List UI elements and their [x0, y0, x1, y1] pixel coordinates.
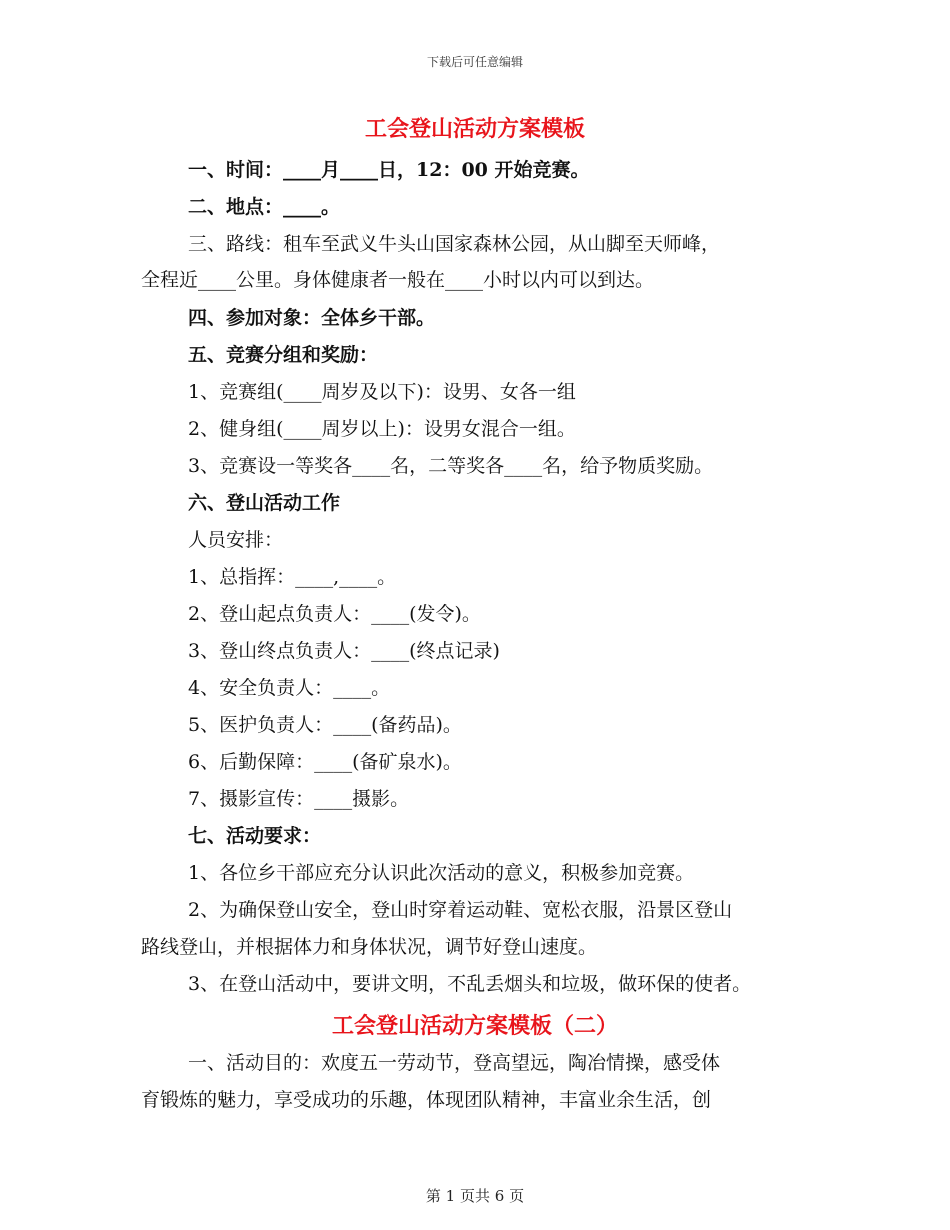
document-title: 工会登山活动方案模板: [364, 116, 585, 142]
group-item-2: 2、健身组(____周岁以上)：设男女混合一组。: [188, 418, 576, 440]
purpose-line1: 一、活动目的：欢度五一劳动节，登高望远，陶冶情操，感受体: [188, 1052, 721, 1074]
staff-item-6: 6、后勤保障：____(备矿泉水)。: [188, 751, 462, 773]
staff-item-1: 1、总指挥：____,____。: [188, 566, 397, 588]
section-time: 一、时间：____月____日，12：00 开始竞赛。: [188, 159, 590, 181]
staff-item-5: 5、医护负责人：____(备药品)。: [188, 714, 462, 736]
page-header-note: 下载后可任意编辑: [426, 55, 523, 69]
staff-heading: 人员安排：: [188, 529, 284, 551]
group-item-1: 1、竞赛组(____周岁及以下)：设男、女各一组: [188, 381, 576, 403]
section-participants: 四、参加对象：全体乡干部。: [188, 307, 436, 329]
section-requirements: 七、活动要求：: [188, 825, 322, 847]
group-item-3: 3、竞赛设一等奖各____名，二等奖各____名，给予物质奖励。: [188, 455, 714, 477]
section-route-line2: 全程近____公里。身体健康者一般在____小时以内可以到达。: [141, 269, 655, 291]
staff-item-7: 7、摄影宣传：____摄影。: [188, 788, 410, 810]
section-groups-awards: 五、竞赛分组和奖励：: [188, 344, 379, 366]
section-route-line1: 三、路线：租车至武义牛头山国家森林公园，从山脚至天师峰，: [188, 233, 721, 255]
requirement-item-2-line1: 2、为确保登山安全，登山时穿着运动鞋、宽松衣服，沿景区登山: [188, 899, 733, 921]
section-place: 二、地点：____。: [188, 196, 341, 218]
requirement-item-1: 1、各位乡干部应充分认识此次活动的意义，积极参加竞赛。: [188, 862, 695, 884]
staff-item-3: 3、登山终点负责人：____(终点记录): [188, 640, 500, 662]
staff-item-2: 2、登山起点负责人：____(发令)。: [188, 603, 481, 625]
requirement-item-2-line2: 路线登山，并根据体力和身体状况，调节好登山速度。: [141, 936, 598, 958]
page-footer-number: 第 1 页共 6 页: [425, 1187, 525, 1205]
document-title-2: 工会登山活动方案模板（二）: [331, 1013, 618, 1039]
staff-item-4: 4、安全负责人：____。: [188, 677, 391, 699]
section-work: 六、登山活动工作: [188, 492, 341, 514]
purpose-line2: 育锻炼的魅力，享受成功的乐趣，体现团队精神，丰富业余生活，创: [141, 1089, 712, 1111]
requirement-item-3: 3、在登山活动中，要讲文明，不乱丢烟头和垃圾，做环保的使者。: [188, 973, 752, 995]
